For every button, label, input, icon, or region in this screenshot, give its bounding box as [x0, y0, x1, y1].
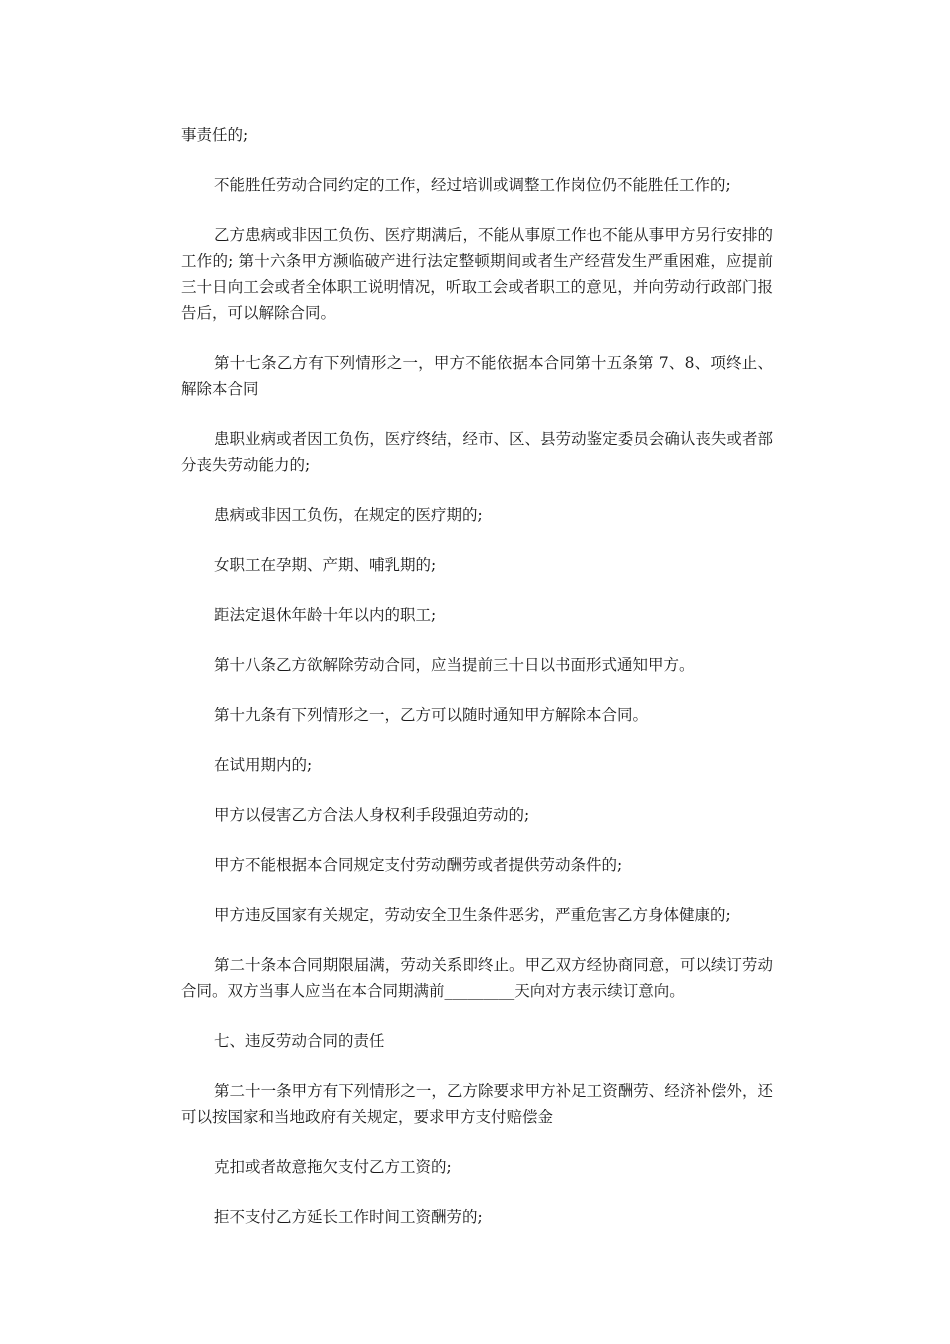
section-heading: 七、违反劳动合同的责任 — [214, 1032, 385, 1050]
paragraph: 第二十条本合同期限届满，劳动关系即终止。甲乙双方经协商同意，可以续订劳动合同。双方当事人应当在本合同期满前_________天向对方表示续订意向。 — [181, 956, 773, 1000]
paragraph: 甲方以侵害乙方合法人身权利手段强迫劳动的; — [214, 806, 530, 824]
document-body — [181, 122, 773, 1254]
paragraph: 在试用期内的; — [214, 756, 313, 774]
paragraph: 不能胜任劳动合同约定的工作，经过培训或调整工作岗位仍不能胜任工作的; — [214, 176, 731, 194]
paragraph: 甲方违反国家有关规定，劳动安全卫生条件恶劣，严重危害乙方身体健康的; — [214, 906, 731, 924]
paragraph: 拒不支付乙方延长工作时间工资酬劳的; — [214, 1208, 483, 1226]
paragraph: 乙方患病或非因工负伤、医疗期满后，不能从事原工作也不能从事甲方另行安排的工作的; 第十六条甲方濒临破产进行法定整顿期间或者生产经营发生严重困难，应提前三十日向工会或者全体职工说明情况，听取工会或者职工的意见，并向劳动行政部门报告后，可以解除合同。 — [181, 226, 773, 322]
paragraph: 距法定退休年龄十年以内的职工; — [214, 606, 437, 624]
paragraph: 女职工在孕期、产期、哺乳期的; — [214, 556, 437, 574]
paragraph: 克扣或者故意拖欠支付乙方工资的; — [214, 1158, 452, 1176]
paragraph: 事责任的; — [181, 126, 249, 144]
paragraph: 患职业病或者因工负伤，医疗终结，经市、区、县劳动鉴定委员会确认丧失或者部分丧失劳动能力的; — [181, 430, 773, 474]
paragraph: 第二十一条甲方有下列情形之一，乙方除要求甲方补足工资酬劳、经济补偿外，还可以按国家和当地政府有关规定，要求甲方支付赔偿金 — [181, 1082, 773, 1126]
paragraph: 第十七条乙方有下列情形之一，甲方不能依据本合同第十五条第 7、8、项终止、解除本合同 — [181, 354, 773, 398]
paragraph: 患病或非因工负伤，在规定的医疗期的; — [214, 506, 483, 524]
paragraph: 甲方不能根据本合同规定支付劳动酬劳或者提供劳动条件的; — [214, 856, 623, 874]
paragraph: 第十九条有下列情形之一，乙方可以随时通知甲方解除本合同。 — [214, 706, 649, 724]
paragraph: 第十八条乙方欲解除劳动合同，应当提前三十日以书面形式通知甲方。 — [214, 656, 695, 674]
